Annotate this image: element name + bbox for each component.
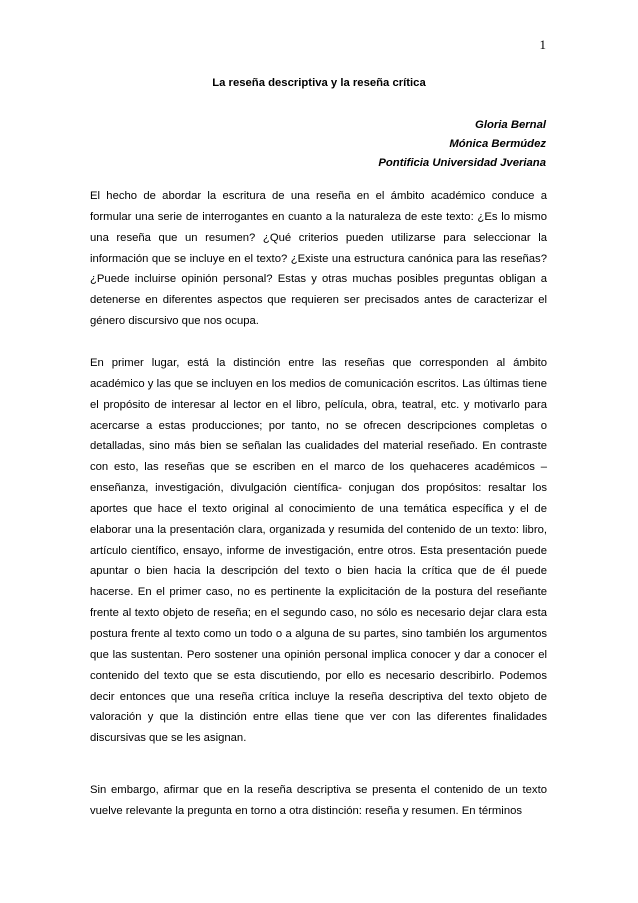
paragraph [90, 186, 547, 332]
paragraph-text: En primer lugar, está la distinción entre las reseñas que corresponden al ámbito académico y las que se incluyen en los medios de comunicación escritos. Las últimas tiene el propósito de interesar al lector en el libro, película, obra, teatral, etc. y motivarlo para acercarse a estas producciones; por tanto, no se ofrecen descripciones completas o detalladas, sino más bien se señalan las cualidades del material reseñado. En contraste con esto, las reseñas que se escriben en el marco de los quehaceres académicos –enseñanza, investigación, divulgación científica- conjugan dos propósitos: resaltar los aportes que hace el texto original al conocimiento de una temática específica y el de elaborar una la presentación clara, organizada y resumida del contenido de un texto: libro, artículo científico, ensayo, informe de investigación, entre otros. Esta presentación puede apuntar o bien hacia la descripción del texto o bien hacia la crítica que de él puede hacerse. En el primer caso, no es pertinente la explicitación de la postura del reseñante frente al texto objeto de reseña; en el segundo caso, no sólo es necesario dejar clara esta postura frente al texto como un todo o a alguna de su partes, sino también los argumentos que las sustentan. Pero sostener una opinión personal implica conocer y dar a conocer el contenido del texto que se esta discutiendo, por ello es necesario describirlo. Podemos decir entonces que una reseña crítica incluye la reseña descriptiva del texto objeto de valoración y que la distinción entre ellas tiene que ver con las diferentes finalidades discursivas que se les asignan. [90, 357, 547, 745]
paragraph [90, 780, 547, 822]
author-affiliation: Pontificia Universidad Jveriana [378, 157, 546, 169]
author-name: Mónica Bermúdez [449, 138, 546, 150]
author-name: Gloria Bernal [475, 119, 546, 131]
document-title: La reseña descriptiva y la reseña crítica [212, 77, 426, 89]
author-block [378, 116, 546, 173]
paragraph-text: El hecho de abordar la escritura de una reseña en el ámbito académico conduce a formular una serie de interrogantes en cuanto a la naturaleza de este texto: ¿Es lo mismo una reseña que un resumen? ¿Qué criterios pueden utilizarse para seleccionar la información que se incluye en el texto? ¿Existe una estructura canónica para las reseñas? ¿Puede incluirse opinión personal? Estas y otras muchas posibles preguntas obligan a detenerse en diferentes aspectos que requieren ser precisados antes de caracterizar el género discursivo que nos ocupa. [90, 190, 547, 328]
paragraph [90, 353, 547, 749]
page-number: 1 [539, 37, 546, 52]
paragraph-text: Sin embargo, afirmar que en la reseña descriptiva se presenta el contenido de un texto vuelve relevante la pregunta en torno a otra distinción: reseña y resumen. En términos [90, 784, 547, 817]
